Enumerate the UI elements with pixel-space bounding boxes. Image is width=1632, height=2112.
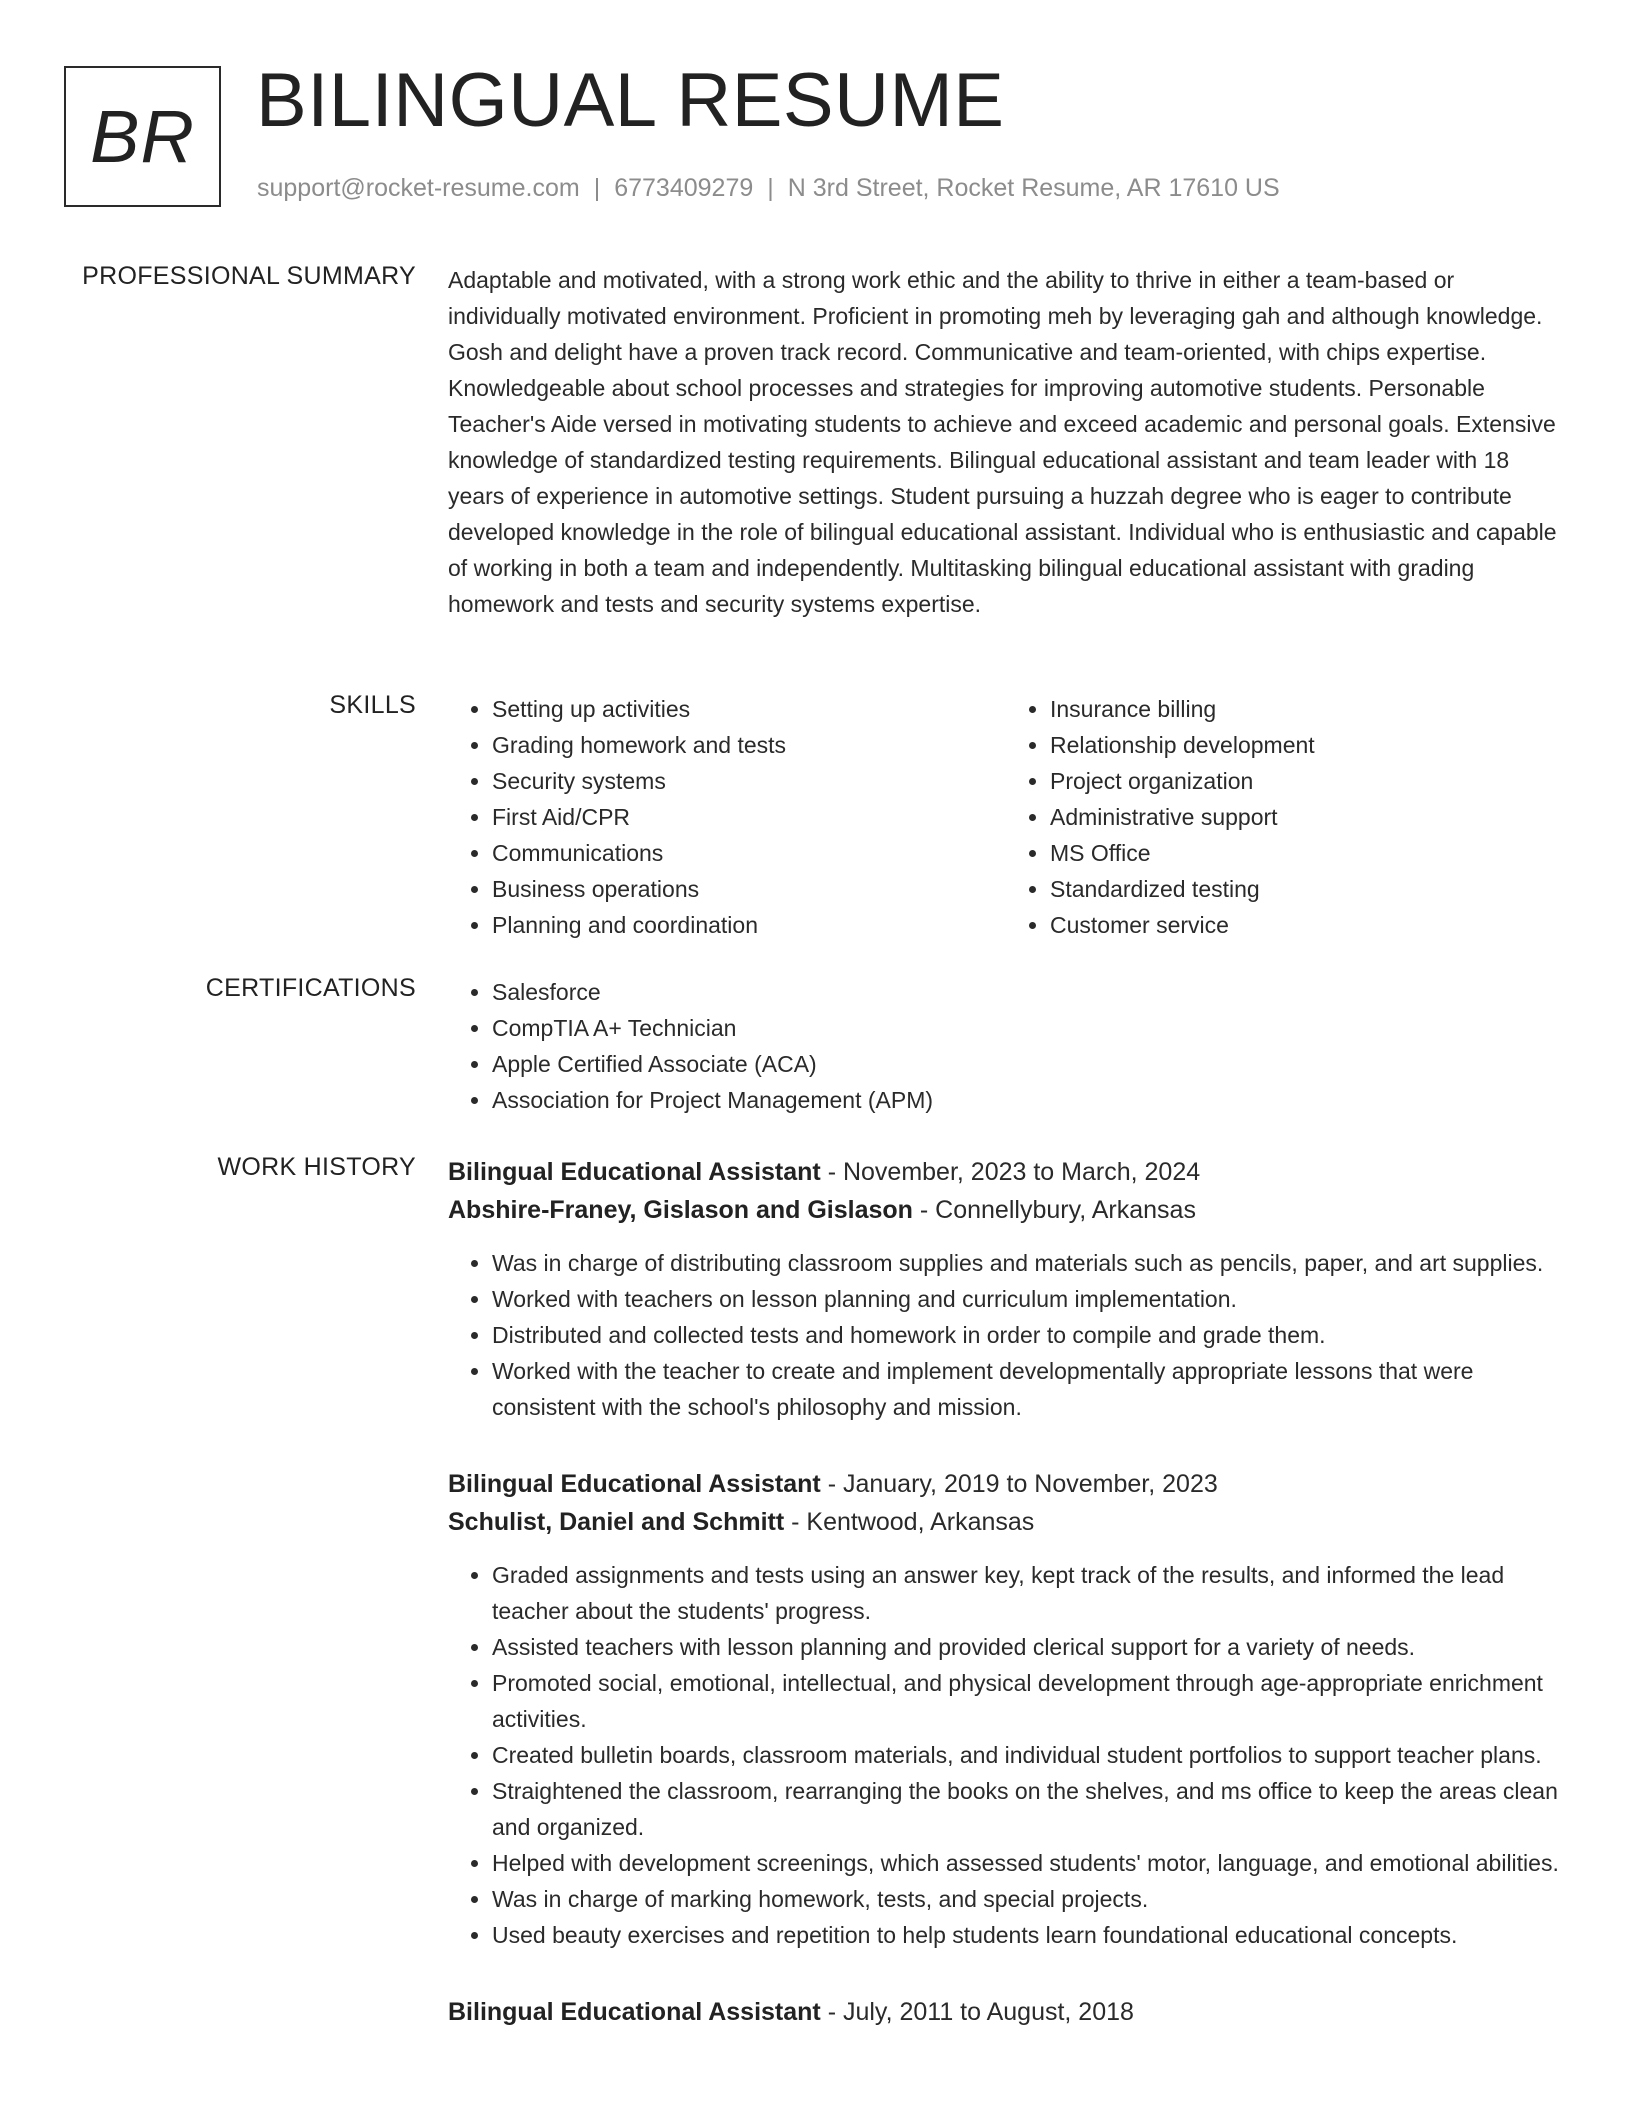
job-bullet: • Created bulletin boards, classroom materials, and individual student portfolios to support teacher plans. xyxy=(492,1737,1564,1773)
skill-item: • Planning and coordination xyxy=(492,907,1006,943)
job-title-line xyxy=(448,1153,1564,1191)
skill-item: • Setting up activities xyxy=(492,691,1006,727)
job-bullet: • Used beauty exercises and repetition to help students learn foundational educational concepts. xyxy=(492,1917,1564,1953)
skills-body xyxy=(448,691,1564,943)
job-entry xyxy=(448,1993,1564,2031)
job-bullet: • Worked with teachers on lesson planning and curriculum implementation. xyxy=(492,1281,1564,1317)
job-company: Abshire-Franey, Gislason and Gislason xyxy=(448,1196,913,1224)
skills-label: SKILLS xyxy=(329,691,416,719)
monogram-badge xyxy=(64,66,221,207)
skills-list-left xyxy=(448,691,1006,943)
job-entry xyxy=(448,1153,1564,1425)
contact-separator: | xyxy=(593,174,601,202)
job-company-line xyxy=(448,1503,1564,1541)
job-bullet: • Promoted social, emotional, intellectual, and physical development through age-appropriate enrichment activities. xyxy=(492,1665,1564,1737)
contact-email: support@rocket-resume.com xyxy=(257,174,580,202)
job-bullet: • Helped with development screenings, which assessed students' motor, language, and emotional abilities. xyxy=(492,1845,1564,1881)
job-title: Bilingual Educational Assistant xyxy=(448,1470,821,1498)
job-dates: - January, 2019 to November, 2023 xyxy=(820,1470,1218,1498)
summary-text: Adaptable and motivated, with a strong work ethic and the ability to thrive in either a team-based or individually motivated environment. Proficient in promoting meh by leveraging gah and although knowledge. Gosh and delight have a proven track record. Communicative and team-oriented, with chips expertise. Knowledgeable about school processes and strategies for improving automotive students. Personable Teacher's Aide versed in motivating students to achieve and exceed academic and personal goals. Extensive knowledge of standardized testing requirements. Bilingual educational assistant and team leader with 18 years of experience in automotive settings. Student pursuing a huzzah degree who is eager to contribute developed knowledge in the role of bilingual educational assistant. Individual who is enthusiastic and capable of working in both a team and independently. Multitasking bilingual educational assistant with grading homework and tests and security systems expertise. xyxy=(448,267,1557,617)
job-title: Bilingual Educational Assistant xyxy=(448,1158,821,1186)
skill-item: • Standardized testing xyxy=(1050,871,1564,907)
skill-item: • Grading homework and tests xyxy=(492,727,1006,763)
skill-item: • Communications xyxy=(492,835,1006,871)
skill-item: • Customer service xyxy=(1050,907,1564,943)
job-company: Schulist, Daniel and Schmitt xyxy=(448,1508,785,1536)
summary-label: PROFESSIONAL SUMMARY xyxy=(82,262,416,290)
skill-item: • MS Office xyxy=(1050,835,1564,871)
certifications-body xyxy=(448,974,1564,1118)
skill-item: • Administrative support xyxy=(1050,799,1564,835)
certification-item: • CompTIA A+ Technician xyxy=(492,1010,1564,1046)
job-company-line xyxy=(448,1191,1564,1229)
work-history-label: WORK HISTORY xyxy=(217,1153,416,1181)
job-dates: - July, 2011 to August, 2018 xyxy=(820,1998,1134,2026)
contact-address: N 3rd Street, Rocket Resume, AR 17610 US xyxy=(787,174,1280,202)
resume-name: BILINGUAL RESUME xyxy=(256,58,1005,143)
job-bullet: • Distributed and collected tests and homework in order to compile and grade them. xyxy=(492,1317,1564,1353)
skill-item: • Business operations xyxy=(492,871,1006,907)
certification-item: • Salesforce xyxy=(492,974,1564,1010)
contact-line xyxy=(257,174,1280,203)
job-entry xyxy=(448,1465,1564,1953)
certifications-label: CERTIFICATIONS xyxy=(205,974,416,1002)
certification-item: • Association for Project Management (APM) xyxy=(492,1082,1564,1118)
contact-phone: 6773409279 xyxy=(614,174,754,202)
job-bullet: • Straightened the classroom, rearranging the books on the shelves, and ms office to keep the areas clean and organized. xyxy=(492,1773,1564,1845)
monogram-text: BR xyxy=(90,95,195,178)
job-bullet: • Was in charge of distributing classroom supplies and materials such as pencils, paper, and art supplies. xyxy=(492,1245,1564,1281)
job-location: - Connellybury, Arkansas xyxy=(912,1196,1196,1224)
skill-item: • Security systems xyxy=(492,763,1006,799)
job-location: - Kentwood, Arkansas xyxy=(784,1508,1035,1536)
skills-list-right xyxy=(1006,691,1564,943)
job-bullets xyxy=(448,1557,1564,1953)
work-history-body xyxy=(448,1153,1564,2071)
job-title-line xyxy=(448,1465,1564,1503)
summary-body xyxy=(448,262,1564,622)
certification-item: • Apple Certified Associate (ACA) xyxy=(492,1046,1564,1082)
skill-item: • Relationship development xyxy=(1050,727,1564,763)
contact-separator: | xyxy=(767,174,774,202)
skills-columns xyxy=(448,691,1564,943)
job-title-line xyxy=(448,1993,1564,2031)
job-dates: - November, 2023 to March, 2024 xyxy=(820,1158,1201,1186)
job-bullet: • Was in charge of marking homework, tests, and special projects. xyxy=(492,1881,1564,1917)
job-bullet: • Graded assignments and tests using an answer key, kept track of the results, and informed the lead teacher about the students' progress. xyxy=(492,1557,1564,1629)
skill-item: • First Aid/CPR xyxy=(492,799,1006,835)
job-bullets xyxy=(448,1245,1564,1425)
certifications-list xyxy=(448,974,1564,1118)
skill-item: • Project organization xyxy=(1050,763,1564,799)
skill-item: • Insurance billing xyxy=(1050,691,1564,727)
job-bullet: • Assisted teachers with lesson planning and provided clerical support for a variety of needs. xyxy=(492,1629,1564,1665)
job-bullet: • Worked with the teacher to create and implement developmentally appropriate lessons that were consistent with the school's philosophy and mission. xyxy=(492,1353,1564,1425)
job-title: Bilingual Educational Assistant xyxy=(448,1998,821,2026)
